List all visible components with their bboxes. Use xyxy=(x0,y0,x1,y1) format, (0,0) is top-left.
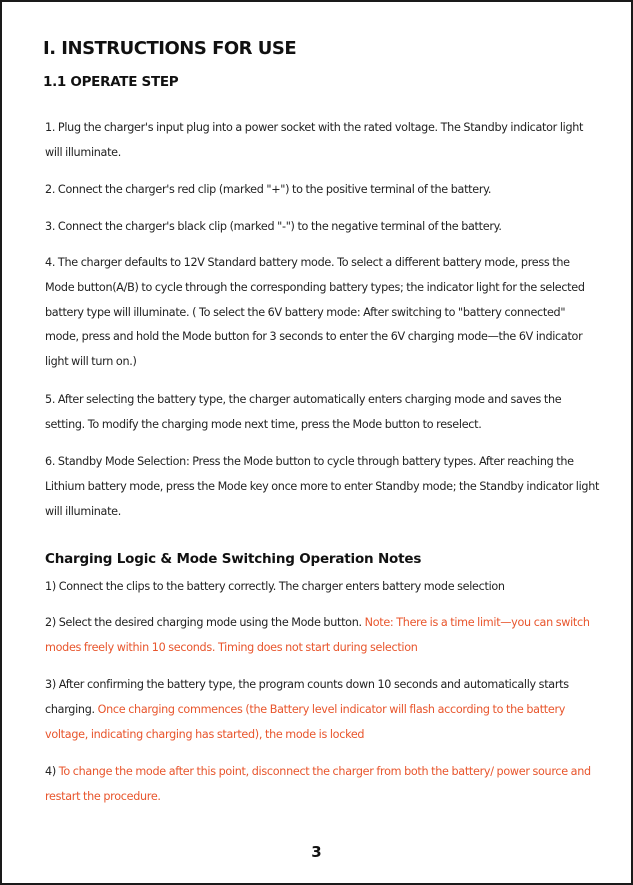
notes-title: Charging Logic & Mode Switching Operation Notes xyxy=(45,551,422,567)
step-5: 5. After selecting the battery type, the charger automatically enters charging mode and saves the setting. To modify the charging mode next time, press the Mode button to reselect. xyxy=(45,393,562,431)
note-2-warning: Note: There is a time limit—you can switch modes freely within 10 seconds. Timing does not start during selection xyxy=(45,616,590,654)
step-6: 6. Standby Mode Selection: Press the Mode button to cycle through battery types. After reaching the Lithium battery mode, press the Mode key once more to enter Standby mode; the Standby indicator light will illuminate. xyxy=(45,455,600,518)
note-1-text: 1) Connect the clips to the battery correctly. The charger enters battery mode selection xyxy=(45,580,505,593)
step-2: 2. Connect the charger's red clip (marked "+") to the positive terminal of the battery. xyxy=(45,183,492,196)
note-4 xyxy=(45,760,605,810)
section-subtitle: 1.1 OPERATE STEP xyxy=(43,74,179,90)
step-1: 1. Plug the charger's input plug into a power socket with the rated voltage. The Standby indicator light will illuminate. xyxy=(45,121,584,159)
note-1 xyxy=(45,575,605,600)
section-title: I. INSTRUCTIONS FOR USE xyxy=(43,38,297,59)
note-2 xyxy=(45,611,605,661)
note-3-warning: Once charging commences (the Battery level indicator will flash according to the battery voltage, indicating charging has started), the mode is locked xyxy=(45,702,566,741)
note-3 xyxy=(45,673,605,747)
step-4: 4. The charger defaults to 12V Standard battery mode. To select a different battery mode, press the Mode button(A/B) to cycle through the corresponding battery types; the indicator light for the selected battery type will illuminate. ( To select the 6V battery mode: After switching to "battery connected" mode, press and hold the Mode button for 3 seconds to enter the 6V charging mode—the 6V indicator light will turn on.) xyxy=(45,256,585,369)
note-3-text: 3) After confirming the battery type, the program counts down 10 seconds and automatically starts charging. xyxy=(45,678,569,716)
page-number: 3 xyxy=(311,843,322,861)
note-4-text: 4) xyxy=(45,765,56,778)
note-2-text: 2) Select the desired charging mode using the Mode button. xyxy=(45,616,362,629)
step-3: 3. Connect the charger's black clip (marked "-") to the negative terminal of the battery. xyxy=(45,220,502,233)
note-4-warning: To change the mode after this point, disconnect the charger from both the battery/ power source and restart the procedure. xyxy=(45,765,591,803)
